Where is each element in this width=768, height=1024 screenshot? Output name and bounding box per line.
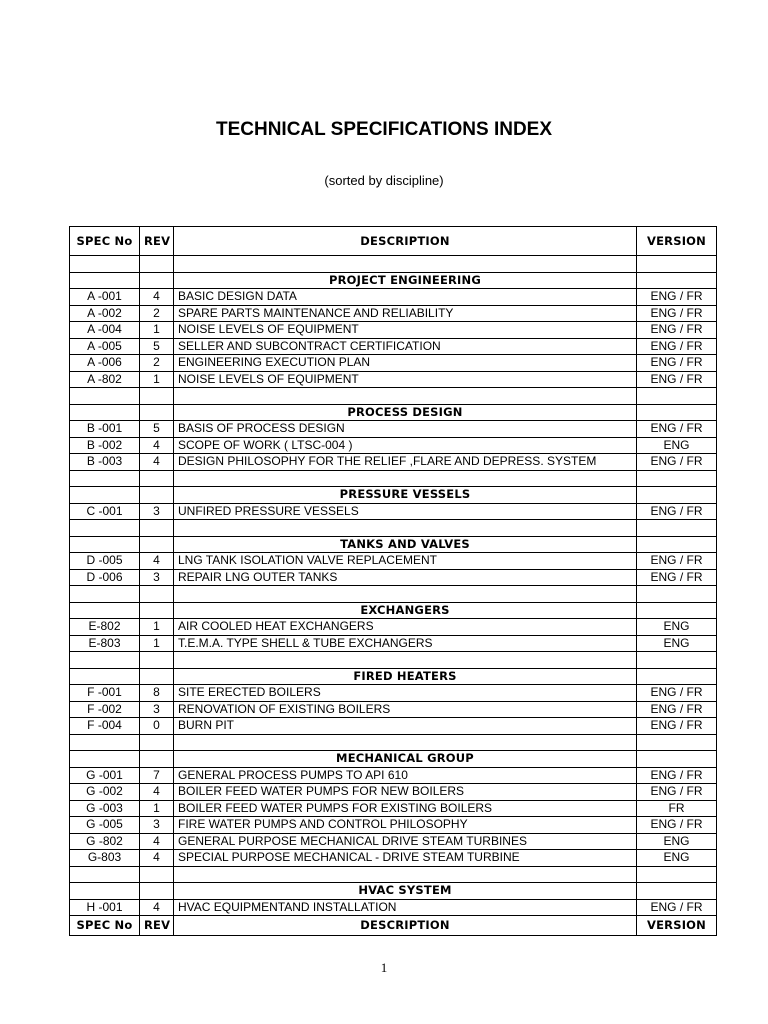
- empty-cell: [637, 586, 717, 603]
- spec-no-cell: G -802: [70, 833, 140, 850]
- section-heading: FIRED HEATERS: [174, 668, 637, 685]
- empty-cell: [140, 388, 174, 405]
- spec-no-cell: F -001: [70, 685, 140, 702]
- section-heading: TANKS AND VALVES: [174, 536, 637, 553]
- empty-cell: [70, 470, 140, 487]
- rev-cell: 3: [140, 701, 174, 718]
- spec-no-cell: A -006: [70, 355, 140, 372]
- description-cell: GENERAL PROCESS PUMPS TO API 610: [174, 767, 637, 784]
- empty-cell: [174, 470, 637, 487]
- rev-cell: 4: [140, 833, 174, 850]
- version-cell: ENG: [637, 833, 717, 850]
- table-row: [70, 553, 717, 570]
- version-cell: ENG / FR: [637, 767, 717, 784]
- empty-cell: [637, 536, 717, 553]
- empty-cell: [140, 751, 174, 768]
- column-header-version: VERSION: [637, 227, 717, 256]
- table-row: [70, 685, 717, 702]
- description-cell: SPARE PARTS MAINTENANCE AND RELIABILITY: [174, 305, 637, 322]
- empty-cell: [637, 866, 717, 883]
- table-row: [70, 784, 717, 801]
- section-row: [70, 602, 717, 619]
- table-row: [70, 701, 717, 718]
- description-cell: NOISE LEVELS OF EQUIPMENT: [174, 371, 637, 388]
- spec-no-cell: G-803: [70, 850, 140, 867]
- empty-cell: [637, 520, 717, 537]
- section-heading: HVAC SYSTEM: [174, 883, 637, 900]
- spec-no-cell: H -001: [70, 899, 140, 916]
- rev-cell: 2: [140, 305, 174, 322]
- table-row: [70, 817, 717, 834]
- version-cell: ENG / FR: [637, 817, 717, 834]
- description-cell: DESIGN PHILOSOPHY FOR THE RELIEF ,FLARE AND DEPRESS. SYSTEM: [174, 454, 637, 471]
- section-heading: PROCESS DESIGN: [174, 404, 637, 421]
- empty-cell: [637, 751, 717, 768]
- empty-cell: [637, 883, 717, 900]
- empty-cell: [174, 586, 637, 603]
- empty-cell: [70, 586, 140, 603]
- blank-row: [70, 734, 717, 751]
- empty-cell: [174, 734, 637, 751]
- description-cell: GENERAL PURPOSE MECHANICAL DRIVE STEAM TURBINES: [174, 833, 637, 850]
- empty-cell: [140, 668, 174, 685]
- table-row: [70, 371, 717, 388]
- description-cell: LNG TANK ISOLATION VALVE REPLACEMENT: [174, 553, 637, 570]
- spec-no-cell: A -005: [70, 338, 140, 355]
- document-subtitle: (sorted by discipline): [324, 173, 444, 188]
- spec-no-cell: A -001: [70, 289, 140, 306]
- table-row: [70, 718, 717, 735]
- empty-cell: [140, 256, 174, 273]
- table-row: [70, 421, 717, 438]
- spec-no-cell: B -003: [70, 454, 140, 471]
- table-body: [70, 256, 717, 916]
- column-header-spec-no: SPEC No: [70, 227, 140, 256]
- footer-header-spec-no: SPEC No: [70, 916, 140, 936]
- empty-cell: [174, 388, 637, 405]
- table-header-row: [70, 227, 717, 256]
- empty-cell: [70, 652, 140, 669]
- rev-cell: 5: [140, 421, 174, 438]
- empty-cell: [637, 388, 717, 405]
- rev-cell: 1: [140, 619, 174, 636]
- empty-cell: [637, 272, 717, 289]
- blank-row: [70, 388, 717, 405]
- empty-cell: [637, 256, 717, 273]
- table-row: [70, 338, 717, 355]
- rev-cell: 1: [140, 635, 174, 652]
- description-cell: BASIS OF PROCESS DESIGN: [174, 421, 637, 438]
- table-row: [70, 454, 717, 471]
- specifications-table: [69, 226, 717, 936]
- rev-cell: 4: [140, 289, 174, 306]
- version-cell: ENG / FR: [637, 784, 717, 801]
- description-cell: REPAIR LNG OUTER TANKS: [174, 569, 637, 586]
- empty-cell: [174, 866, 637, 883]
- empty-cell: [637, 404, 717, 421]
- empty-cell: [140, 272, 174, 289]
- empty-cell: [70, 520, 140, 537]
- blank-row: [70, 652, 717, 669]
- empty-cell: [637, 734, 717, 751]
- blank-row: [70, 256, 717, 273]
- section-heading: PROJECT ENGINEERING: [174, 272, 637, 289]
- rev-cell: 7: [140, 767, 174, 784]
- spec-no-cell: G -005: [70, 817, 140, 834]
- spec-no-cell: G -001: [70, 767, 140, 784]
- empty-cell: [140, 602, 174, 619]
- blank-row: [70, 586, 717, 603]
- version-cell: ENG: [637, 635, 717, 652]
- empty-cell: [70, 256, 140, 273]
- spec-no-cell: A -802: [70, 371, 140, 388]
- rev-cell: 4: [140, 784, 174, 801]
- empty-cell: [70, 883, 140, 900]
- empty-cell: [637, 668, 717, 685]
- description-cell: SPECIAL PURPOSE MECHANICAL - DRIVE STEAM TURBINE: [174, 850, 637, 867]
- description-cell: BASIC DESIGN DATA: [174, 289, 637, 306]
- table-row: [70, 305, 717, 322]
- rev-cell: 3: [140, 817, 174, 834]
- empty-cell: [70, 272, 140, 289]
- table-footer-row: [70, 916, 717, 936]
- spec-no-cell: A -002: [70, 305, 140, 322]
- empty-cell: [70, 668, 140, 685]
- rev-cell: 3: [140, 569, 174, 586]
- version-cell: ENG / FR: [637, 421, 717, 438]
- table-row: [70, 800, 717, 817]
- rev-cell: 3: [140, 503, 174, 520]
- rev-cell: 4: [140, 850, 174, 867]
- description-cell: AIR COOLED HEAT EXCHANGERS: [174, 619, 637, 636]
- empty-cell: [140, 520, 174, 537]
- empty-cell: [637, 652, 717, 669]
- empty-cell: [70, 602, 140, 619]
- empty-cell: [637, 470, 717, 487]
- blank-row: [70, 520, 717, 537]
- description-cell: SELLER AND SUBCONTRACT CERTIFICATION: [174, 338, 637, 355]
- empty-cell: [140, 404, 174, 421]
- spec-no-cell: E-803: [70, 635, 140, 652]
- rev-cell: 1: [140, 371, 174, 388]
- version-cell: FR: [637, 800, 717, 817]
- version-cell: ENG / FR: [637, 289, 717, 306]
- description-cell: RENOVATION OF EXISTING BOILERS: [174, 701, 637, 718]
- spec-no-cell: F -002: [70, 701, 140, 718]
- version-cell: ENG: [637, 437, 717, 454]
- empty-cell: [140, 536, 174, 553]
- column-header-rev: REV: [140, 227, 174, 256]
- blank-row: [70, 866, 717, 883]
- table-row: [70, 437, 717, 454]
- table-row: [70, 833, 717, 850]
- rev-cell: 5: [140, 338, 174, 355]
- section-heading: PRESSURE VESSELS: [174, 487, 637, 504]
- rev-cell: 4: [140, 553, 174, 570]
- description-cell: SITE ERECTED BOILERS: [174, 685, 637, 702]
- empty-cell: [637, 602, 717, 619]
- rev-cell: 8: [140, 685, 174, 702]
- empty-cell: [70, 866, 140, 883]
- section-heading: MECHANICAL GROUP: [174, 751, 637, 768]
- table-row: [70, 289, 717, 306]
- version-cell: ENG / FR: [637, 569, 717, 586]
- version-cell: ENG: [637, 850, 717, 867]
- rev-cell: 1: [140, 322, 174, 339]
- spec-no-cell: G -003: [70, 800, 140, 817]
- version-cell: ENG: [637, 619, 717, 636]
- version-cell: ENG / FR: [637, 718, 717, 735]
- description-cell: SCOPE OF WORK ( LTSC-004 ): [174, 437, 637, 454]
- version-cell: ENG / FR: [637, 503, 717, 520]
- section-row: [70, 487, 717, 504]
- footer-header-description: DESCRIPTION: [174, 916, 637, 936]
- version-cell: ENG / FR: [637, 355, 717, 372]
- table-row: [70, 899, 717, 916]
- empty-cell: [140, 470, 174, 487]
- section-row: [70, 751, 717, 768]
- table-row: [70, 850, 717, 867]
- description-cell: T.E.M.A. TYPE SHELL & TUBE EXCHANGERS: [174, 635, 637, 652]
- empty-cell: [70, 751, 140, 768]
- rev-cell: 4: [140, 454, 174, 471]
- description-cell: BOILER FEED WATER PUMPS FOR NEW BOILERS: [174, 784, 637, 801]
- version-cell: ENG / FR: [637, 553, 717, 570]
- version-cell: ENG / FR: [637, 899, 717, 916]
- column-header-description: DESCRIPTION: [174, 227, 637, 256]
- footer-header-rev: REV: [140, 916, 174, 936]
- empty-cell: [140, 652, 174, 669]
- empty-cell: [70, 536, 140, 553]
- description-cell: NOISE LEVELS OF EQUIPMENT: [174, 322, 637, 339]
- rev-cell: 4: [140, 899, 174, 916]
- empty-cell: [637, 487, 717, 504]
- version-cell: ENG / FR: [637, 701, 717, 718]
- section-row: [70, 404, 717, 421]
- empty-cell: [70, 404, 140, 421]
- empty-cell: [174, 520, 637, 537]
- section-row: [70, 668, 717, 685]
- table-row: [70, 635, 717, 652]
- version-cell: ENG / FR: [637, 685, 717, 702]
- version-cell: ENG / FR: [637, 305, 717, 322]
- description-cell: HVAC EQUIPMENTAND INSTALLATION: [174, 899, 637, 916]
- spec-no-cell: G -002: [70, 784, 140, 801]
- table-row: [70, 503, 717, 520]
- version-cell: ENG / FR: [637, 322, 717, 339]
- document-title: TECHNICAL SPECIFICATIONS INDEX: [215, 119, 553, 140]
- description-cell: BURN PIT: [174, 718, 637, 735]
- description-cell: BOILER FEED WATER PUMPS FOR EXISTING BOILERS: [174, 800, 637, 817]
- empty-cell: [174, 652, 637, 669]
- rev-cell: 1: [140, 800, 174, 817]
- empty-cell: [140, 866, 174, 883]
- version-cell: ENG / FR: [637, 454, 717, 471]
- empty-cell: [70, 734, 140, 751]
- section-row: [70, 883, 717, 900]
- version-cell: ENG / FR: [637, 371, 717, 388]
- section-heading: EXCHANGERS: [174, 602, 637, 619]
- description-cell: UNFIRED PRESSURE VESSELS: [174, 503, 637, 520]
- table-row: [70, 767, 717, 784]
- spec-no-cell: B -002: [70, 437, 140, 454]
- rev-cell: 2: [140, 355, 174, 372]
- spec-no-cell: B -001: [70, 421, 140, 438]
- empty-cell: [174, 256, 637, 273]
- section-row: [70, 536, 717, 553]
- rev-cell: 0: [140, 718, 174, 735]
- spec-no-cell: D -005: [70, 553, 140, 570]
- spec-no-cell: E-802: [70, 619, 140, 636]
- rev-cell: 4: [140, 437, 174, 454]
- spec-no-cell: D -006: [70, 569, 140, 586]
- spec-no-cell: C -001: [70, 503, 140, 520]
- empty-cell: [140, 487, 174, 504]
- blank-row: [70, 470, 717, 487]
- empty-cell: [140, 586, 174, 603]
- spec-no-cell: A -004: [70, 322, 140, 339]
- table-row: [70, 355, 717, 372]
- spec-no-cell: F -004: [70, 718, 140, 735]
- section-row: [70, 272, 717, 289]
- page-number: 1: [380, 960, 388, 975]
- table-row: [70, 322, 717, 339]
- description-cell: ENGINEERING EXECUTION PLAN: [174, 355, 637, 372]
- table-row: [70, 569, 717, 586]
- empty-cell: [70, 388, 140, 405]
- description-cell: FIRE WATER PUMPS AND CONTROL PHILOSOPHY: [174, 817, 637, 834]
- empty-cell: [70, 487, 140, 504]
- empty-cell: [140, 734, 174, 751]
- table-row: [70, 619, 717, 636]
- version-cell: ENG / FR: [637, 338, 717, 355]
- empty-cell: [140, 883, 174, 900]
- footer-header-version: VERSION: [637, 916, 717, 936]
